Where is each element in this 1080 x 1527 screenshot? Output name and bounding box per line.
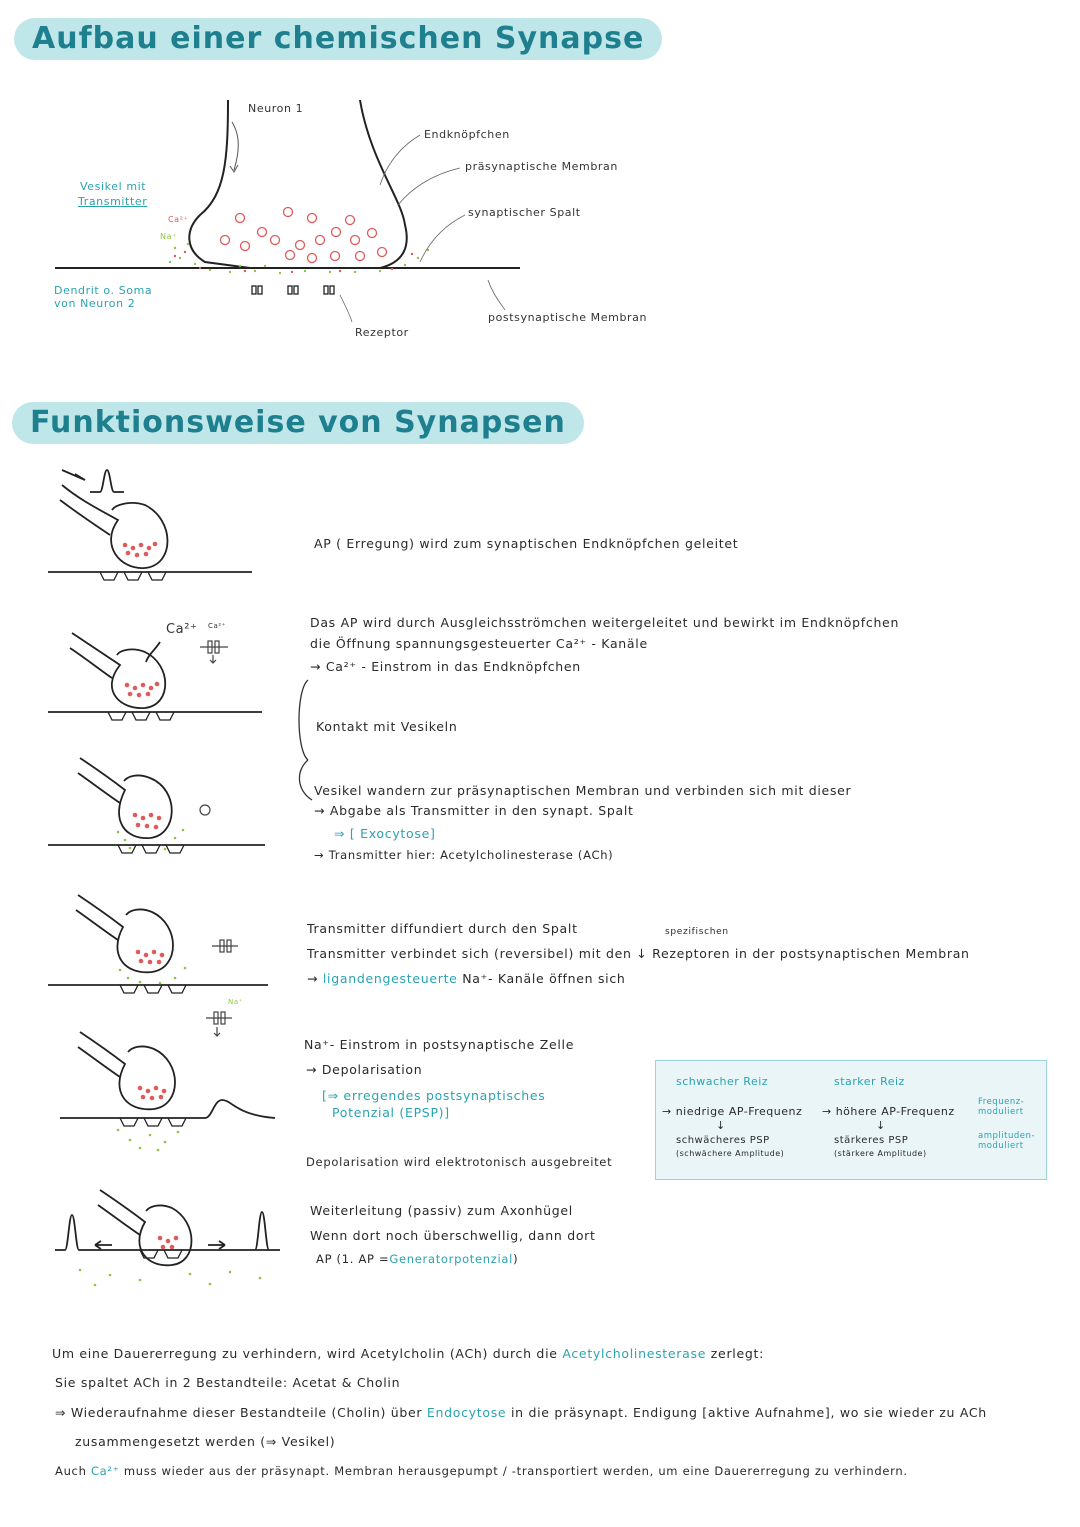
- weak-line1: → niedrige AP-Frequenz: [662, 1105, 803, 1118]
- bottom-line1: [52, 1343, 764, 1364]
- step-receptors: [100, 572, 186, 1258]
- step5-line4: Potenzial (EPSP)]: [332, 1105, 450, 1120]
- step3-line3: ⇒ [ Exocytose]: [334, 826, 436, 841]
- strong-line1: → höhere AP-Frequenz: [822, 1105, 955, 1118]
- step6-line3: [316, 1249, 518, 1270]
- step4-spezifischen: spezifischen: [665, 927, 729, 937]
- label-praesyn-membran: präsynaptische Membran: [465, 160, 618, 173]
- step6-ap: AP (1. AP =: [316, 1252, 390, 1266]
- bottom-line1-b: Acetylcholinesterase: [562, 1346, 707, 1361]
- label-vesikel-2: Transmitter: [78, 195, 148, 208]
- step3-line1: Vesikel wandern zur präsynaptischen Membran und verbinden sich mit dieser: [314, 783, 852, 798]
- step-vesicles: [123, 542, 179, 1250]
- bottom-line3-b: Endocytose: [426, 1405, 507, 1420]
- heading-structure: Aufbau einer chemischen Synapse: [14, 18, 662, 60]
- label-vesikel-1: Vesikel mit: [80, 180, 147, 193]
- label-rezeptor: Rezeptor: [355, 326, 409, 339]
- amp-label-2: moduliert: [978, 1141, 1024, 1151]
- step-diagrams: [48, 470, 280, 1265]
- step1-text: AP ( Erregung) wird zum synaptischen Endknöpfchen geleitet: [314, 536, 739, 551]
- step-ca-small: Ca²⁺: [208, 622, 227, 630]
- label-ca: Ca²⁺: [168, 215, 189, 224]
- step4-line3: [307, 968, 626, 989]
- step4-ligandengesteuerte: ligandengesteuerte: [322, 971, 458, 986]
- step4-line1: Transmitter diffundiert durch den Spalt: [307, 921, 578, 936]
- step6-close: ): [513, 1252, 519, 1266]
- bottom-line1-c: zerlegt:: [710, 1346, 764, 1361]
- bottom-line5: [55, 1461, 908, 1482]
- bottom-line5-c: muss wieder aus der präsynapt. Membran herausgepumpt / -transportiert werden, um eine Dauererregung zu verhindern.: [123, 1464, 908, 1478]
- step6-generatorpotenzial: Generatorpotenzial: [389, 1252, 514, 1266]
- step6-line1: Weiterleitung (passiv) zum Axonhügel: [310, 1203, 573, 1218]
- vesicles: [221, 208, 387, 263]
- weak-title: schwacher Reiz: [676, 1075, 769, 1088]
- strong-line3: (stärkere Amplitude): [834, 1149, 927, 1158]
- receptors: [252, 286, 334, 294]
- step5-line1: Na⁺- Einstrom in postsynaptische Zelle: [304, 1037, 575, 1052]
- label-endknoepfchen: Endknöpfchen: [424, 128, 510, 141]
- bottom-line5-b: Ca²⁺: [90, 1464, 120, 1478]
- step4-line2: Transmitter verbindet sich (reversibel) mit den ↓ Rezeptoren in der postsynaptischen Membran: [307, 946, 970, 961]
- step-na-small: Na⁺: [228, 998, 244, 1006]
- step4-kanaele: Na⁺- Kanäle öffnen sich: [462, 971, 626, 986]
- kontakt-text: Kontakt mit Vesikeln: [316, 719, 458, 734]
- strong-arrow: ↓: [876, 1119, 886, 1132]
- bottom-line3-c: in die präsynapt. Endigung [aktive Aufnahme], wo sie wieder zu ACh: [511, 1405, 987, 1420]
- step4-arrow: →: [307, 971, 319, 986]
- step2-line3: → Ca²⁺ - Einstrom in das Endknöpfchen: [310, 659, 581, 674]
- bottom-line5-a: Auch: [55, 1464, 87, 1478]
- heading-function: Funktionsweise von Synapsen: [12, 402, 584, 444]
- step3-line2: → Abgabe als Transmitter in den synapt. Spalt: [314, 803, 634, 818]
- weak-line2: schwächeres PSP: [676, 1135, 770, 1146]
- step-transmitter-dots: [79, 829, 262, 1287]
- bottom-line4: zusammengesetzt werden (⇒ Vesikel): [75, 1434, 336, 1449]
- step3-line4: → Transmitter hier: Acetylcholinesterase (ACh): [314, 848, 614, 862]
- step5-line5: Depolarisation wird elektrotonisch ausgebreitet: [306, 1155, 613, 1169]
- label-postsyn-membran: postsynaptische Membran: [488, 311, 648, 324]
- step6-line2: Wenn dort noch überschwellig, dann dort: [310, 1228, 596, 1243]
- bottom-line3-a: ⇒ Wiederaufnahme dieser Bestandteile (Cholin) über: [55, 1405, 423, 1420]
- strong-line2: stärkeres PSP: [834, 1135, 909, 1146]
- step5-line3: [⇒ erregendes postsynaptisches: [322, 1088, 546, 1103]
- label-synaptischer-spalt: synaptischer Spalt: [468, 206, 581, 219]
- amp-label-1: amplituden-: [978, 1131, 1035, 1141]
- weak-arrow: ↓: [716, 1119, 726, 1132]
- step2-line1: Das AP wird durch Ausgleichsströmchen weitergeleitet und bewirkt im Endknöpfchen: [310, 615, 900, 630]
- weak-line3: (schwächere Amplitude): [676, 1149, 785, 1158]
- step5-line2: → Depolarisation: [306, 1062, 423, 1077]
- channel-icons: [200, 641, 238, 1036]
- bottom-line2: Sie spaltet ACh in 2 Bestandteile: Acetat & Cholin: [55, 1375, 401, 1390]
- strong-title: starker Reiz: [834, 1075, 905, 1088]
- step2-line2: die Öffnung spannungsgesteuerter Ca²⁺ - Kanäle: [310, 636, 648, 651]
- stimulus-comparison-box: [655, 1060, 1047, 1180]
- label-dendrit-2: von Neuron 2: [54, 297, 136, 310]
- bottom-line1-a: Um eine Dauererregung zu verhindern, wird Acetylcholin (ACh) durch die: [52, 1346, 558, 1361]
- bottom-line3: [55, 1402, 987, 1423]
- cleft-dots: [169, 243, 429, 274]
- freq-label-1: Frequenz-: [978, 1097, 1025, 1107]
- freq-label-2: moduliert: [978, 1107, 1024, 1117]
- step-ca-label: Ca²⁺: [166, 622, 198, 637]
- label-neuron1: Neuron 1: [248, 102, 304, 115]
- label-na: Na⁺: [160, 232, 177, 241]
- bracket: [299, 680, 312, 800]
- label-dendrit-1: Dendrit o. Soma: [54, 284, 153, 297]
